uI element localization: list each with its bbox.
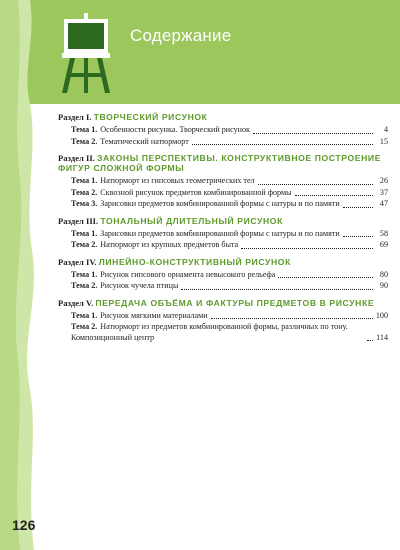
entry-text-wrap	[71, 125, 250, 136]
entry-title: Натюрморт из крупных предметов быта	[100, 240, 239, 249]
dot-leader	[295, 195, 373, 196]
entry-text-wrap	[71, 199, 340, 210]
table-of-contents	[58, 112, 388, 349]
toc-entry[interactable]	[58, 176, 388, 187]
brush-stroke-decoration	[0, 0, 44, 550]
entry-page-number: 90	[379, 281, 388, 290]
dot-leader	[253, 133, 373, 134]
entry-text-wrap	[71, 270, 275, 281]
entry-text-wrap	[71, 176, 255, 187]
entry-topic-label: Тема 1.	[71, 310, 98, 320]
entry-topic-label: Тема 1.	[71, 125, 98, 134]
dot-leader	[211, 318, 373, 319]
entry-page-number: 100	[375, 310, 388, 320]
dot-leader	[258, 184, 373, 185]
entry-topic-label: Тема 3.	[71, 199, 98, 208]
section-heading[interactable]	[58, 153, 388, 173]
dot-leader	[343, 236, 373, 237]
dot-leader	[367, 340, 373, 341]
section-heading[interactable]	[58, 298, 388, 308]
section-number: Раздел IV.	[58, 256, 97, 267]
entry-topic-label: Тема 1.	[71, 176, 98, 185]
entry-page-number: 26	[379, 176, 388, 185]
entry-topic-label: Тема 2.	[71, 281, 98, 290]
toc-entry[interactable]	[58, 229, 388, 240]
entry-page-number: 15	[379, 136, 388, 146]
entry-text-wrap	[71, 311, 208, 322]
entry-topic-label: Тема 1.	[71, 228, 98, 238]
entry-topic-label: Тема 1.	[71, 269, 98, 279]
section-number: Раздел II.	[58, 153, 95, 163]
toc-entry[interactable]	[58, 188, 388, 199]
entry-topic-label: Тема 2.	[71, 187, 98, 197]
entry-title: Рисунок гипсового орнамента невысокого рельефа	[100, 269, 276, 279]
section-number: Раздел V.	[58, 297, 94, 308]
entry-text-wrap	[71, 137, 189, 148]
dot-leader	[343, 207, 373, 208]
section-heading[interactable]	[58, 216, 388, 226]
entry-page-number: 80	[379, 269, 388, 279]
entry-title: Зарисовки предметов комбинированной формы с натуры и по памяти	[100, 199, 340, 208]
section-heading[interactable]	[58, 112, 388, 122]
toc-entry[interactable]	[58, 199, 388, 210]
page-number: 126	[12, 517, 36, 533]
entry-page-number: 4	[383, 125, 388, 134]
toc-section	[58, 153, 388, 210]
entry-topic-label: Тема 2.	[71, 240, 98, 249]
section-title: ТВОРЧЕСКИЙ РИСУНОК	[93, 112, 208, 122]
entry-page-number: 58	[379, 228, 388, 238]
toc-entry[interactable]	[58, 125, 388, 136]
entry-title: Натюрморт из гипсовых геометрических тел	[100, 176, 255, 185]
entry-text-wrap	[71, 281, 178, 292]
section-number: Раздел I.	[58, 112, 92, 122]
section-title: ПЕРЕДАЧА ОБЪЁМА И ФАКТУРЫ ПРЕДМЕТОВ В РИСУНКЕ	[95, 297, 375, 308]
entry-text-wrap	[71, 322, 364, 343]
section-heading[interactable]	[58, 257, 388, 267]
entry-page-number: 69	[379, 240, 388, 249]
entry-text-wrap	[71, 229, 340, 240]
section-title: ЛИНЕЙНО-КОНСТРУКТИВНЫЙ РИСУНОК	[98, 256, 291, 267]
entry-title: Сквозной рисунок предметов комбинированной формы	[100, 187, 292, 197]
entry-page-number: 114	[376, 332, 388, 342]
entry-text-wrap	[71, 240, 238, 251]
entry-page-number: 37	[379, 187, 388, 197]
entry-topic-label: Тема 2.	[71, 136, 98, 146]
section-number: Раздел III.	[58, 215, 99, 226]
dot-leader	[192, 144, 373, 145]
entry-page-number: 47	[379, 199, 388, 208]
toc-section	[58, 112, 388, 147]
entry-title: Натюрморт из предметов комбинированной формы, различных по тону. Композиционный центр	[71, 322, 348, 342]
toc-entry[interactable]	[58, 281, 388, 292]
toc-entry[interactable]	[58, 240, 388, 251]
entry-title: Особенности рисунка. Творческий рисунок	[100, 125, 250, 134]
section-title: ЗАКОНЫ ПЕРСПЕКТИВЫ. КОНСТРУКТИВНОЕ ПОСТРОЕНИЕ ФИГУР СЛОЖНОЙ ФОРМЫ	[58, 153, 382, 173]
entry-title: Тематический натюрморт	[100, 136, 189, 146]
entry-title: Рисунок чучела птицы	[100, 281, 179, 290]
section-title: ТОНАЛЬНЫЙ ДЛИТЕЛЬНЫЙ РИСУНОК	[100, 215, 283, 226]
page-title: Содержание	[130, 26, 232, 45]
easel-icon	[60, 13, 112, 93]
entry-text-wrap	[71, 188, 292, 199]
dot-leader	[181, 289, 373, 290]
dot-leader	[241, 248, 373, 249]
toc-section	[58, 216, 388, 251]
toc-entry[interactable]	[58, 322, 388, 343]
entry-title: Зарисовки предметов комбинированной формы с натуры и по памяти	[100, 228, 340, 238]
toc-entry[interactable]	[58, 137, 388, 148]
toc-section	[58, 298, 388, 344]
entry-topic-label: Тема 2.	[71, 322, 98, 331]
toc-section	[58, 257, 388, 292]
toc-entry[interactable]	[58, 270, 388, 281]
entry-title: Рисунок мягкими материалами	[100, 310, 208, 320]
toc-entry[interactable]	[58, 311, 388, 322]
dot-leader	[278, 277, 373, 278]
